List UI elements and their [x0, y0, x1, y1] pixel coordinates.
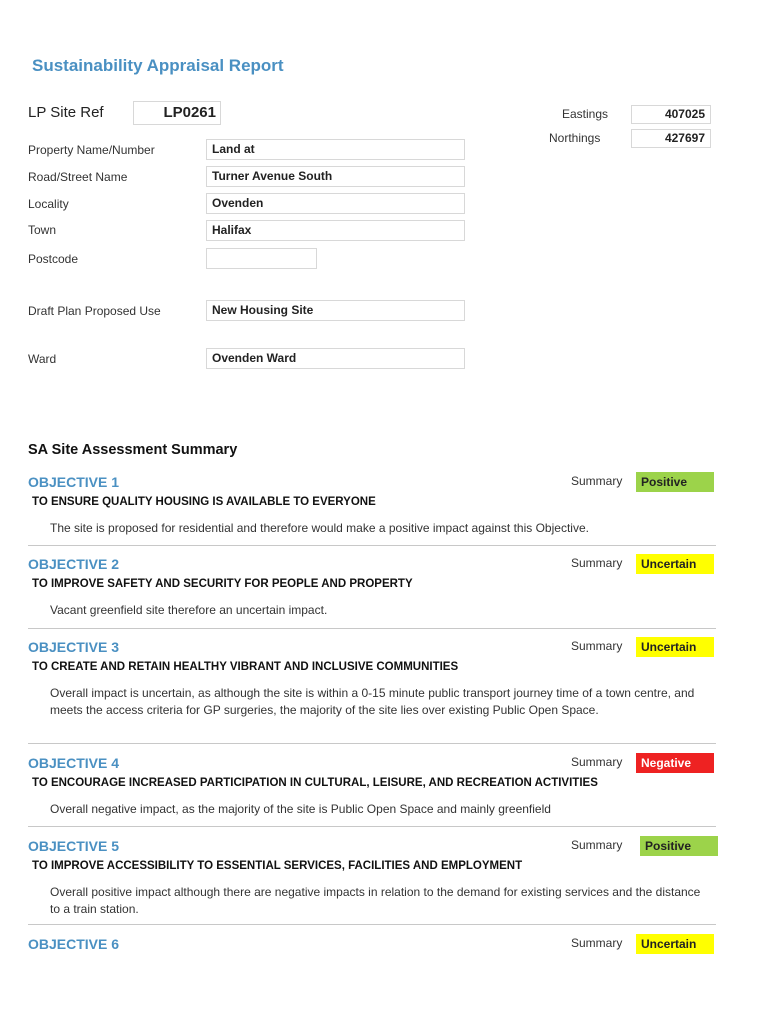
objective-heading: TO ENCOURAGE INCREASED PARTICIPATION IN CULTURAL, LEISURE, AND RECREATION ACTIVITIES: [32, 777, 598, 789]
summary-badge-negative: Negative: [636, 753, 714, 773]
objective-title: OBJECTIVE 5: [28, 838, 120, 854]
town-field: Halifax: [206, 220, 465, 241]
locality-field: Ovenden: [206, 193, 465, 214]
divider: [28, 545, 716, 546]
summary-label: Summary: [571, 639, 623, 653]
summary-badge-uncertain: Uncertain: [636, 554, 714, 574]
property-label: Property Name/Number: [28, 143, 155, 157]
ward-field: Ovenden Ward: [206, 348, 465, 369]
objective-title: OBJECTIVE 3: [28, 639, 120, 655]
objective-heading: TO ENSURE QUALITY HOUSING IS AVAILABLE TO EVERYONE: [32, 496, 376, 508]
report-title: Sustainability Appraisal Report: [32, 56, 284, 75]
summary-label: Summary: [571, 936, 623, 950]
divider: [28, 743, 716, 744]
postcode-field: [206, 248, 317, 269]
eastings-field: 407025: [631, 105, 711, 124]
summary-label: Summary: [571, 556, 623, 570]
summary-badge-uncertain: Uncertain: [636, 934, 714, 954]
objective-title: OBJECTIVE 1: [28, 474, 120, 490]
northings-label: Northings: [549, 131, 601, 145]
proposed-use-label: Draft Plan Proposed Use: [28, 304, 161, 318]
road-label: Road/Street Name: [28, 170, 128, 184]
objective-heading: TO IMPROVE SAFETY AND SECURITY FOR PEOPLE AND PROPERTY: [32, 578, 413, 590]
objective-text: The site is proposed for residential and therefore would make a positive impact against this Objective.: [50, 521, 589, 535]
summary-badge-uncertain: Uncertain: [636, 637, 714, 657]
eastings-label: Eastings: [562, 107, 609, 121]
assessment-section-title: SA Site Assessment Summary: [28, 442, 238, 458]
town-label: Town: [28, 223, 57, 237]
objective-title: OBJECTIVE 4: [28, 755, 120, 771]
summary-badge-positive: Positive: [636, 472, 714, 492]
road-field: Turner Avenue South: [206, 166, 465, 187]
locality-label: Locality: [28, 197, 69, 211]
site-ref-label: LP Site Ref: [28, 104, 104, 121]
objective-title: OBJECTIVE 6: [28, 936, 120, 952]
divider: [28, 628, 716, 629]
summary-badge-positive: Positive: [640, 836, 718, 856]
northings-field: 427697: [631, 129, 711, 148]
proposed-use-field: New Housing Site: [206, 300, 465, 321]
site-ref-field: LP0261: [133, 101, 221, 125]
summary-label: Summary: [571, 474, 623, 488]
ward-label: Ward: [28, 352, 57, 366]
summary-label: Summary: [571, 838, 623, 852]
objective-text: Overall positive impact although there are negative impacts in relation to the demand for existing services and the distance to a train station.: [50, 885, 701, 916]
objective-heading: TO IMPROVE ACCESSIBILITY TO ESSENTIAL SERVICES, FACILITIES AND EMPLOYMENT: [32, 860, 523, 872]
objective-text: Overall impact is uncertain, as although the site is within a 0-15 minute public transport journey time of a town centre, and meets the access criteria for GP surgeries, the majority of the site lies over existing Public Open Space.: [50, 686, 695, 717]
objective-title: OBJECTIVE 2: [28, 556, 120, 572]
summary-label: Summary: [571, 755, 623, 769]
property-field: Land at: [206, 139, 465, 160]
postcode-label: Postcode: [28, 252, 79, 266]
objective-text: Vacant greenfield site therefore an uncertain impact.: [50, 603, 328, 617]
objective-text: Overall negative impact, as the majority of the site is Public Open Space and mainly greenfield: [50, 802, 551, 816]
objective-heading: TO CREATE AND RETAIN HEALTHY VIBRANT AND INCLUSIVE COMMUNITIES: [32, 661, 459, 673]
divider: [28, 924, 716, 925]
divider: [28, 826, 716, 827]
